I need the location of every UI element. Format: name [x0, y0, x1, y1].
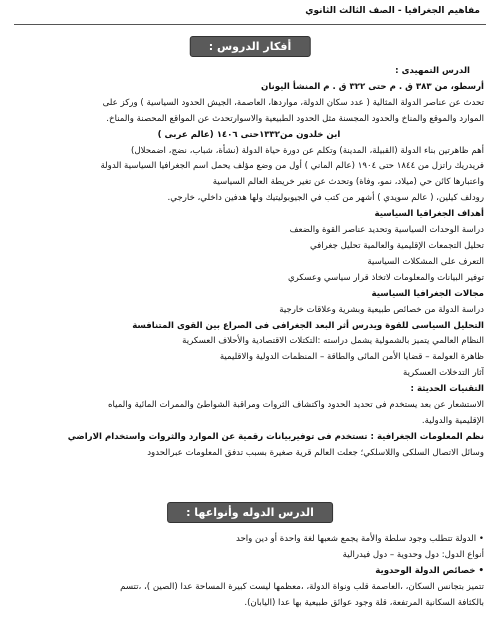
text-line: أنواع الدول: دول وحدوية – دول فيدرالية [342, 549, 484, 560]
text-line: رودلف كيلين، ( عالم سويدي ) أشهر من كتب في الجيوبوليتيك ولها هدفين داخلي، خارجي. [167, 193, 484, 204]
subheading: • خصائص الدولة الوحدوية [14, 564, 484, 580]
text-line: أهم ظاهرتين بناء الدولة (القبيلة، المدينة) وتكلم عن دورة حياة الدولة (نشأة، شباب، نضج، اضمحلال) [131, 145, 484, 156]
text-line: تحدث عن عناصر الدولة المثالية ( عدد سكان الدولة، مواردها، العاصمة، الجيش الحدود السياسية ) وركز على [102, 97, 484, 108]
header-divider [14, 24, 486, 25]
subheading: أهداف الجغرافيا السياسية [374, 209, 484, 220]
text-line: الإقليمية والدولية. [421, 415, 484, 426]
text-line: دراسة الدولة من خصائص طبيعية وبشرية وعلاقات خارجية [279, 304, 484, 315]
subheading: التقنيات الحديثة : [410, 384, 484, 395]
text-line: دراسة الوحدات السياسية وتحديد عناصر القوة والضعف [289, 225, 484, 236]
page-header: مفاهيم الجغرافيا - الصف الثالث الثانوي [305, 6, 480, 16]
text-line: التعرف على المشكلات السياسية [367, 256, 484, 267]
lesson-title: الدرس التمهيدى : [395, 66, 470, 76]
section-banner-lesson-ideas: أفكار الدروس : [190, 36, 311, 57]
text-line: تحليل التجمعات الإقليمية والعالمية تحليل جغرافي [310, 240, 484, 251]
list-item: • الدولة تتطلب وجود سلطة والأمة يجمع شعبها لغة واحدة أو دين واحد [14, 532, 484, 548]
text-line: آثار التدخلات العسكرية [403, 368, 484, 379]
text-line: ابن خلدون من١٣٣٢حتى ١٤٠٦ (عالم عربى ) [157, 129, 341, 140]
text-line: الاستشعار عن بعد يستخدم فى تحديد الحدود واكتشاف الثروات ومراقبة الشواطئ والممرات المائية والمياه [107, 400, 484, 411]
text-line: تتميز بتجانس السكان، ،العاصمة قلب ونواة الدولة، ،معظمها ليست كبيرة المساحة عدا (الصين )، ،تتسم [120, 581, 484, 592]
subheading: مجالات الجغرافيا السياسية [371, 288, 484, 299]
text-line: الموارد والموقع والمناخ والحدود المجسنة مثل الحدود الطبيعية والاسوارتحدث عن المواقع المحصنة والمناخ. [106, 113, 484, 124]
section2-content [14, 532, 484, 612]
section-banner-state-types: الدرس الدوله وأنواعها : [167, 502, 333, 523]
text-line: النظام العالمي يتميز بالشمولية يشمل دراسته :التكتلات الاقتصادية والأحلاف العسكرية [182, 336, 484, 347]
text-line: التحليل السياسى للقوة ويدرس أثر البعد الجغرافى فى الصراع بين القوى المتنافسة [132, 320, 484, 331]
text-line: أرسطو، من ٣٨٣ ق . م حتى ٣٢٢ ق . م المنشأ اليونان [261, 81, 484, 92]
text-line: وسائل الاتصال السلكى واللاسلكي؛ جعلت العالم قرية صغيرة بسبب تدفق المعلومات عبرالحدود [147, 447, 484, 458]
text-line: ظاهرة العولمة – قضايا الأمن المائى والطاقة – المنظمات الدولية والاقليمية [219, 352, 484, 363]
text-line: واعتبارها كائن حي (ميلاد، نمو، وفاة) وتحدث عن تغير خريطة العالم السياسية [212, 177, 484, 188]
text-line: نظم المعلومات الجغرافية : تستخدم فى توفيربيانات رقمية عن الموارد والثروات واستخدام الاراضي [67, 431, 484, 442]
text-line: توفير البيانات والمعلومات لاتخاذ قرار سياسي وعسكري [287, 272, 484, 283]
text-line: فريدريك راتزل من ١٨٤٤ حتى ١٩٠٤ (عالم الماني ) أول من وضع مؤلف يحمل اسم الجغرافيا السياسية الدولة [100, 161, 484, 172]
section1-content [14, 64, 484, 462]
text-line: بالكثافة السكانية المرتفعة، قلة وجود عوائق طبيعية بها عدا (اليابان). [244, 597, 484, 608]
